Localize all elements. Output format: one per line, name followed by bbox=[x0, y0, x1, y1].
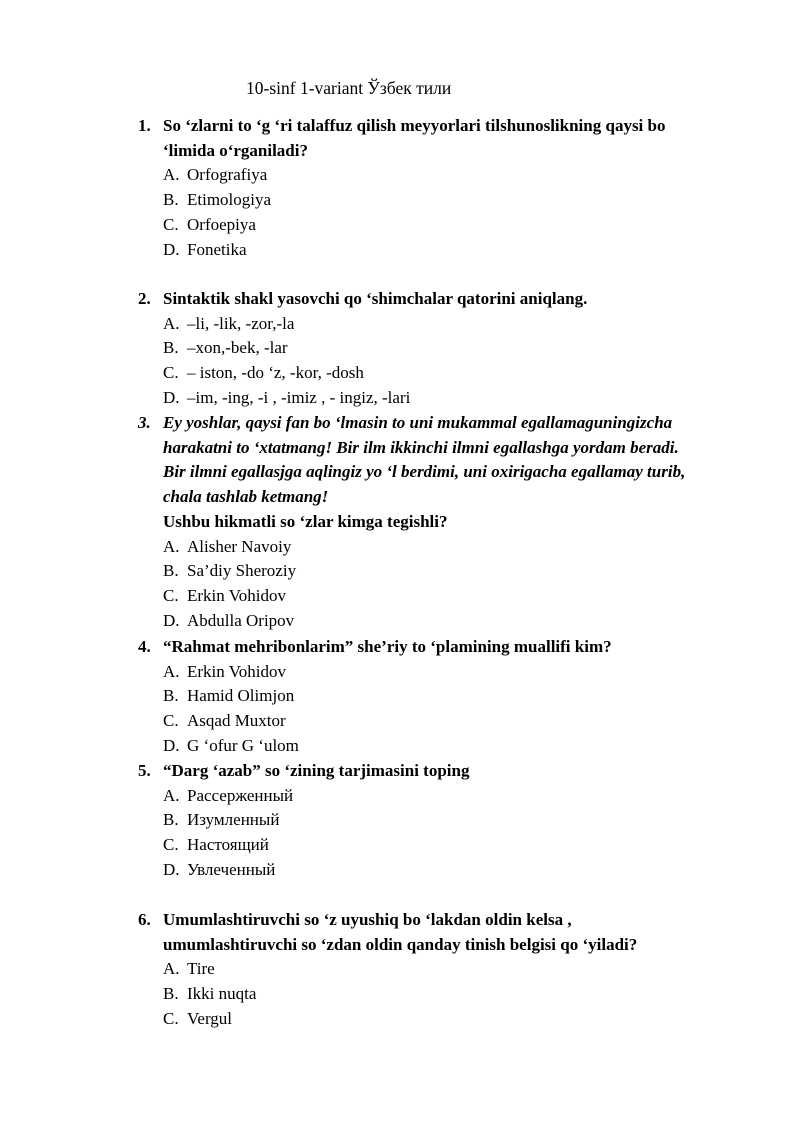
answer-option bbox=[163, 709, 286, 734]
option-letter: A. bbox=[163, 165, 180, 185]
question-number: 2. bbox=[138, 289, 151, 308]
option-text: Sa’diy Sheroziy bbox=[187, 561, 297, 581]
option-text: Abdulla Oripov bbox=[187, 610, 295, 630]
answer-option bbox=[163, 609, 294, 634]
option-text: Alisher Navoiy bbox=[187, 536, 292, 556]
answer-option bbox=[163, 833, 269, 858]
question-text: “Darg ‘azab” so ‘zining tarjimasini toping bbox=[163, 761, 470, 780]
option-letter: A. bbox=[163, 959, 180, 979]
option-text: – iston, -do ‘z, -kor, -dosh bbox=[187, 363, 364, 383]
answer-option bbox=[163, 957, 215, 982]
option-text: Ikki nuqta bbox=[187, 984, 257, 1004]
option-text: –im, -ing, -i , -imiz , - ingiz, -lari bbox=[187, 387, 411, 407]
option-letter: A. bbox=[163, 536, 180, 556]
question-number: 3. bbox=[138, 413, 151, 432]
option-letter: D. bbox=[163, 387, 180, 407]
option-text: –li, -lik, -zor,-la bbox=[187, 313, 295, 333]
answer-option bbox=[163, 982, 256, 1007]
option-text: Etimologiya bbox=[187, 190, 272, 210]
answer-option bbox=[163, 163, 267, 188]
option-letter: B. bbox=[163, 984, 179, 1004]
answer-option bbox=[163, 584, 286, 609]
option-letter: D. bbox=[163, 735, 180, 755]
option-text: Erkin Vohidov bbox=[187, 585, 287, 605]
option-text: Orfografiya bbox=[187, 165, 268, 185]
option-text: Fonetika bbox=[187, 239, 247, 259]
quote-text: chala tashlab ketmang! bbox=[163, 487, 329, 507]
question-text: umumlashtiruvchi so ‘zdan oldin qanday tinish belgisi qo ‘yiladi? bbox=[163, 934, 638, 954]
answer-option bbox=[163, 734, 299, 759]
option-letter: D. bbox=[163, 239, 180, 259]
quote-text: Ey yoshlar, qaysi fan bo ‘lmasin to uni mukammal egallamaguningizcha bbox=[163, 413, 673, 432]
option-letter: B. bbox=[163, 686, 179, 706]
answer-option bbox=[163, 684, 294, 709]
question-number: 6. bbox=[138, 910, 151, 929]
option-text: Erkin Vohidov bbox=[187, 661, 287, 681]
quote-text: Bir ilmni egallasjga aqlingiz yo ‘l berdimi, uni oxirigacha egallamay turib, bbox=[163, 462, 686, 482]
option-text: Orfoepiya bbox=[187, 214, 256, 234]
question-number: 1. bbox=[138, 116, 151, 135]
option-text: Asqad Muxtor bbox=[187, 711, 286, 731]
answer-option bbox=[163, 312, 294, 337]
option-letter: B. bbox=[163, 190, 179, 210]
option-text: Tire bbox=[187, 959, 215, 979]
question-text: So ‘zlarni to ‘g ‘ri talaffuz qilish meyyorlari tilshunoslikning qaysi bo bbox=[163, 116, 666, 135]
question-text: Umumlashtiruvchi so ‘z uyushiq bo ‘lakdan oldin kelsa , bbox=[163, 910, 572, 929]
option-letter: C. bbox=[163, 835, 179, 855]
option-letter: B. bbox=[163, 561, 179, 581]
option-text: Настоящий bbox=[187, 835, 269, 855]
answer-option bbox=[163, 808, 279, 833]
option-letter: C. bbox=[163, 711, 179, 731]
answer-option bbox=[163, 858, 275, 883]
option-text: Рассерженный bbox=[187, 785, 294, 805]
option-text: –xon,-bek, -lar bbox=[187, 338, 288, 358]
option-letter: C. bbox=[163, 363, 179, 383]
option-letter: A. bbox=[163, 661, 180, 681]
option-letter: A. bbox=[163, 313, 180, 333]
option-letter: B. bbox=[163, 810, 179, 830]
quote-text: harakatni to ‘xtatmang! Bir ilm ikkinchi ilmni egallashga yordam beradi. bbox=[163, 437, 679, 457]
question-number: 4. bbox=[138, 637, 151, 656]
option-text: Vergul bbox=[187, 1008, 233, 1028]
question-text: Sintaktik shakl yasovchi qo ‘shimchalar qatorini aniqlang. bbox=[163, 289, 588, 308]
answer-option bbox=[163, 660, 286, 685]
question-text: Ushbu hikmatli so ‘zlar kimga tegishli? bbox=[163, 511, 448, 531]
answer-option bbox=[163, 213, 256, 238]
answer-option bbox=[163, 188, 271, 213]
answer-option bbox=[163, 361, 364, 386]
answer-option bbox=[163, 784, 293, 809]
option-text: Увлеченный bbox=[187, 859, 276, 879]
option-letter: C. bbox=[163, 1008, 179, 1028]
page-title: 10-sinf 1-variant Ўзбек тили bbox=[246, 78, 452, 98]
question-text: “Rahmat mehribonlarim” she’riy to ‘plamining muallifi kim? bbox=[163, 637, 612, 656]
answer-option bbox=[163, 238, 247, 263]
answer-option bbox=[163, 559, 296, 584]
option-text: Hamid Olimjon bbox=[187, 686, 295, 706]
option-letter: C. bbox=[163, 214, 179, 234]
option-letter: C. bbox=[163, 585, 179, 605]
question-text: ‘limida o‘rganiladi? bbox=[163, 140, 308, 160]
option-letter: D. bbox=[163, 610, 180, 630]
answer-option bbox=[163, 1007, 232, 1032]
question-number: 5. bbox=[138, 761, 151, 780]
answer-option bbox=[163, 336, 288, 361]
answer-option bbox=[163, 386, 410, 411]
option-letter: D. bbox=[163, 859, 180, 879]
option-text: Изумленный bbox=[187, 810, 280, 830]
option-letter: B. bbox=[163, 338, 179, 358]
answer-option bbox=[163, 535, 291, 560]
option-letter: A. bbox=[163, 785, 180, 805]
option-text: G ‘ofur G ‘ulom bbox=[187, 735, 299, 755]
